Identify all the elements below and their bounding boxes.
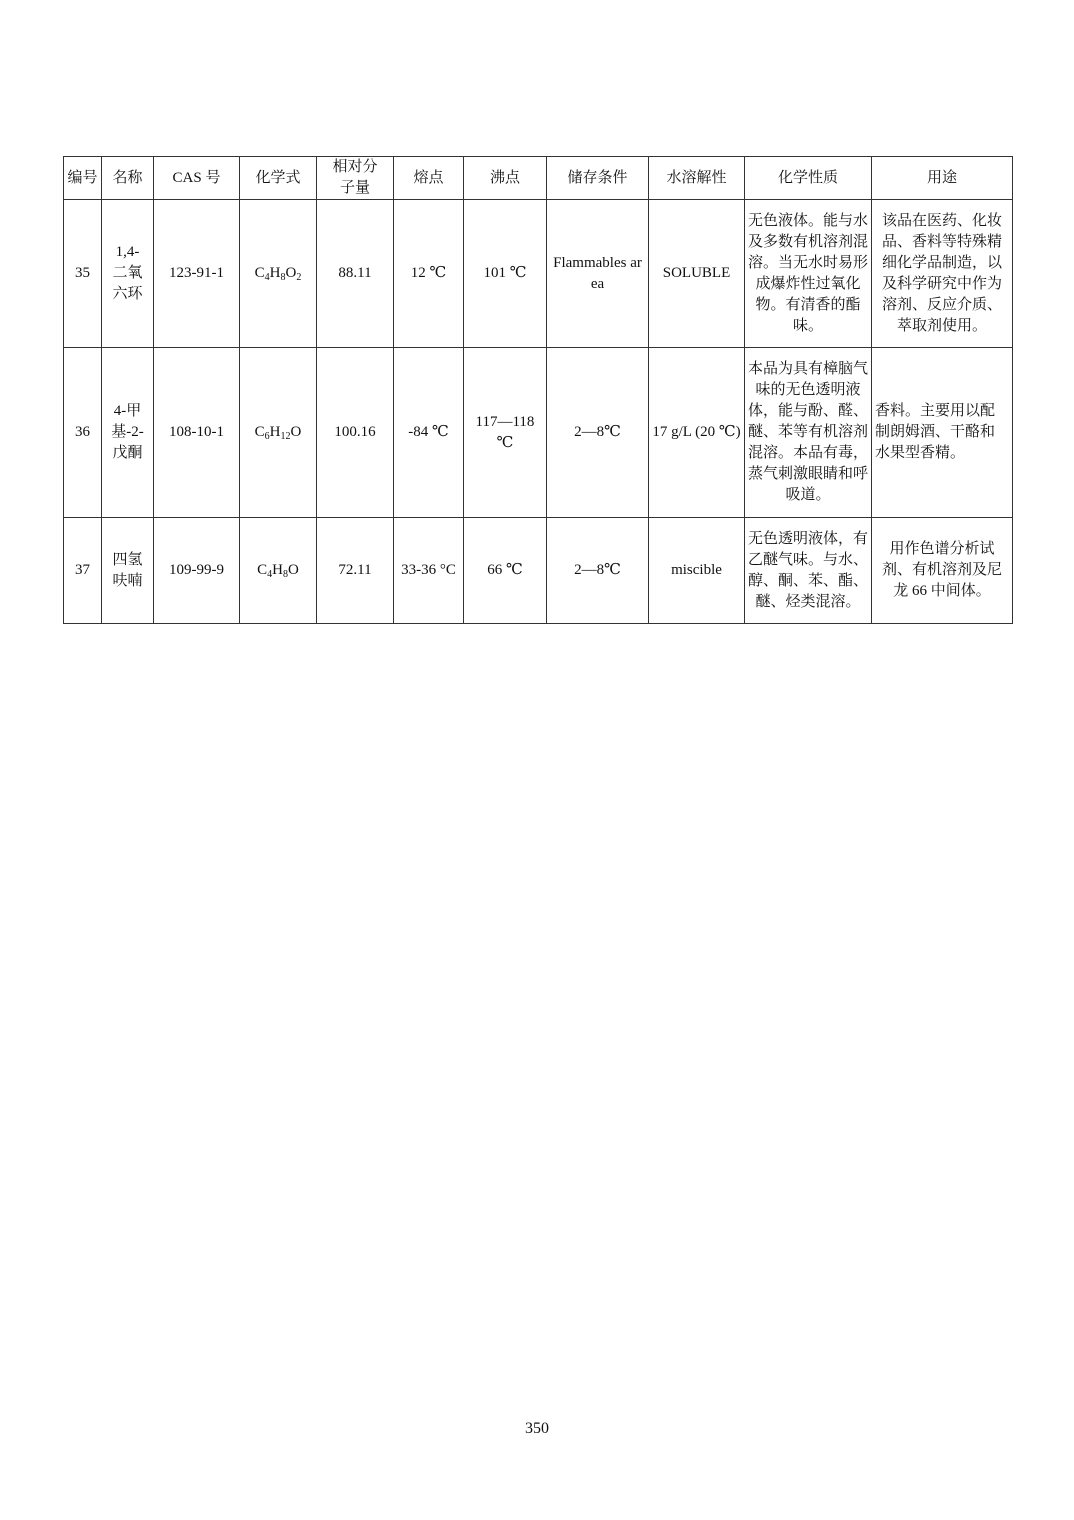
cell-uses: 香料。主要用以配制朗姆酒、干酪和水果型香精。 [872, 348, 1013, 518]
cell-boiling-point: 101 ℃ [464, 200, 547, 348]
cell-cas: 123-91-1 [154, 200, 240, 348]
cell-molecular-weight: 100.16 [317, 348, 394, 518]
header-melting-point: 熔点 [394, 157, 464, 200]
header-formula: 化学式 [240, 157, 317, 200]
cell-uses: 该品在医药、化妆品、香料等特殊精细化学品制造，以及科学研究中作为溶剂、反应介质、萃取剂使用。 [872, 200, 1013, 348]
header-molecular-weight: 相对分子量 [317, 157, 394, 200]
header-uses: 用途 [872, 157, 1013, 200]
header-id: 编号 [64, 157, 102, 200]
cell-uses: 用作色谱分析试剂、有机溶剂及尼龙 66 中间体。 [872, 518, 1013, 624]
table-header [64, 157, 1013, 200]
cell-properties: 无色液体。能与水及多数有机溶剂混溶。当无水时易形成爆炸性过氧化物。有清香的酯味。 [745, 200, 872, 348]
cell-storage: Flammables area [547, 200, 649, 348]
cell-formula: $C_4H_8O$ [240, 518, 317, 624]
header-storage: 储存条件 [547, 157, 649, 200]
cell-cas: 108-10-1 [154, 348, 240, 518]
cell-id: 36 [64, 348, 102, 518]
cell-id: 37 [64, 518, 102, 624]
cell-boiling-point: 117—118 ℃ [464, 348, 547, 518]
cell-solubility: SOLUBLE [649, 200, 745, 348]
header-row [64, 157, 1013, 200]
cell-formula: $C_6H_{12}O$ [240, 348, 317, 518]
header-solubility: 水溶解性 [649, 157, 745, 200]
cell-melting-point: 33-36 °C [394, 518, 464, 624]
cell-name: 4-甲基-2-戊酮 [102, 348, 154, 518]
cell-melting-point: -84 ℃ [394, 348, 464, 518]
cell-id: 35 [64, 200, 102, 348]
table-row [64, 518, 1013, 624]
cell-cas: 109-99-9 [154, 518, 240, 624]
cell-name: 四氢呋喃 [102, 518, 154, 624]
cell-molecular-weight: 88.11 [317, 200, 394, 348]
cell-properties: 本品为具有樟脑气味的无色透明液体，能与酚、醛、醚、苯等有机溶剂混溶。本品有毒，蒸气刺激眼睛和呼吸道。 [745, 348, 872, 518]
header-name: 名称 [102, 157, 154, 200]
cell-boiling-point: 66 ℃ [464, 518, 547, 624]
chemical-properties-table [63, 156, 1013, 624]
header-boiling-point: 沸点 [464, 157, 547, 200]
table-row [64, 200, 1013, 348]
cell-properties: 无色透明液体，有乙醚气味。与水、醇、酮、苯、酯、醚、烃类混溶。 [745, 518, 872, 624]
cell-melting-point: 12 ℃ [394, 200, 464, 348]
cell-storage: 2—8℃ [547, 348, 649, 518]
cell-formula: $C_4H_8O_2$ [240, 200, 317, 348]
cell-name: 1,4-二氧六环 [102, 200, 154, 348]
header-properties: 化学性质 [745, 157, 872, 200]
cell-solubility: miscible [649, 518, 745, 624]
cell-solubility: 17 g/L (20 ℃) [649, 348, 745, 518]
page-number: 350 [525, 1420, 549, 1437]
header-cas: CAS 号 [154, 157, 240, 200]
cell-storage: 2—8℃ [547, 518, 649, 624]
table-row [64, 348, 1013, 518]
cell-molecular-weight: 72.11 [317, 518, 394, 624]
